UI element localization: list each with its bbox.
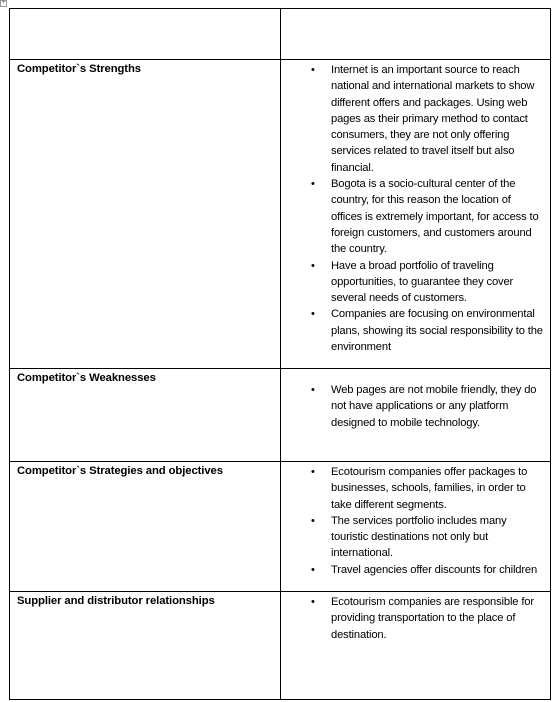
row-content-cell: [281, 592, 551, 700]
bullet-list: [281, 60, 550, 355]
bullet-icon: •: [311, 514, 315, 527]
table-cell: [10, 9, 281, 60]
bullet-icon: •: [311, 308, 315, 321]
row-label-cell: [10, 592, 281, 700]
list-item: • Companies are focusing on environmental plans, showing its social responsibility to the environment: [311, 308, 543, 354]
table-row-suppliers: [10, 592, 551, 700]
row-content-cell: [281, 369, 551, 462]
table-row-strengths: [10, 60, 551, 369]
bullet-icon: •: [311, 178, 315, 191]
bullet-icon: •: [311, 259, 315, 272]
row-label-cell: [10, 462, 281, 592]
row-label: Competitor`s Strengths: [17, 63, 141, 75]
row-label: Competitor`s Strategies and objectives: [17, 465, 223, 477]
list-item: • Internet is an important source to reach national and international markets to show different offers and packages. Using web pages as their primary method to contact consumers, they are not only offering services related to travel itself but also financial.: [311, 64, 535, 174]
row-content-cell: [281, 60, 551, 369]
bullet-icon: •: [311, 596, 315, 608]
table-row-empty: [10, 9, 551, 60]
table-cell: [281, 9, 551, 60]
bullet-icon: •: [311, 563, 315, 576]
row-label-cell: [10, 60, 281, 369]
list-item: • Web pages are not mobile friendly, they do not have applications or any platform designed to mobile technology.: [311, 384, 537, 429]
row-content-cell: [281, 462, 551, 592]
row-label-cell: [10, 369, 281, 462]
bullet-list: [281, 462, 550, 578]
bullet-icon: •: [311, 384, 315, 396]
list-item: • The services portfolio includes many touristic destinations not only but international.: [311, 514, 507, 560]
row-label: Supplier and distributor relationships: [17, 595, 215, 607]
list-item: • Travel agencies offer discounts for children: [281, 562, 544, 578]
bullet-icon: •: [311, 64, 315, 76]
competitor-analysis-table: [9, 8, 551, 700]
list-item: • Bogota is a socio-cultural center of the country, for this reason the location of offices is extremely important, for access to foreign customers, and customers around the country.: [311, 178, 539, 256]
table-row-strategies: [10, 462, 551, 592]
list-item: • Have a broad portfolio of traveling opportunities, to guarantee they cover several needs of customers.: [311, 259, 514, 305]
table-move-handle-icon[interactable]: +: [1, 0, 6, 6]
table-row-weaknesses: [10, 369, 551, 462]
bullet-list: [281, 592, 550, 643]
list-item: • Ecotourism companies are responsible for providing transportation to the place of destination.: [311, 596, 534, 641]
list-item: • Ecotourism companies offer packages to businesses, schools, families, in order to take different segments.: [311, 466, 528, 511]
bullet-list: [281, 380, 550, 431]
row-label: Competitor`s Weaknesses: [17, 372, 156, 384]
bullet-icon: •: [311, 466, 315, 478]
